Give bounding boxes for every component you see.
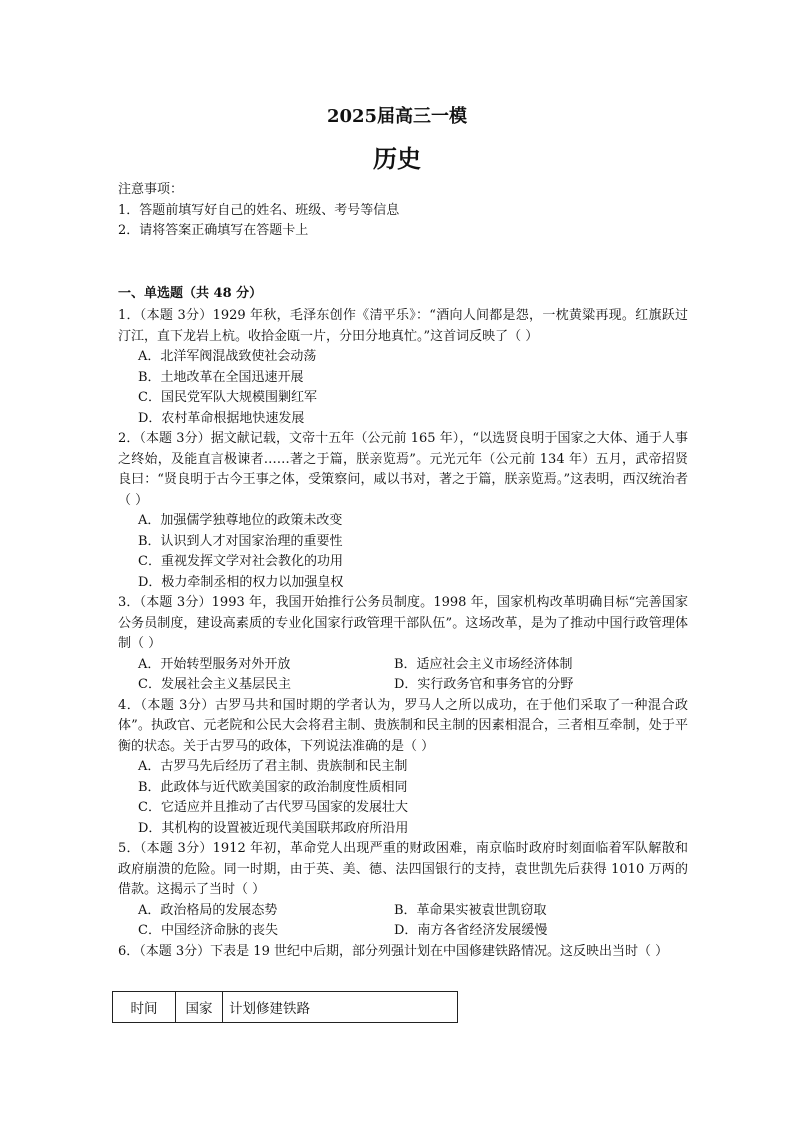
option-row (118, 655, 688, 676)
option-a: A．开始转型服务对外开放 (138, 656, 291, 672)
question-stem: 2．（本题 3分）据文献记载，文帝十五年（公元前 165 年），“以选贤良明于国家之大体、通于人事之终始，及能直言极谏者……著之于篇，朕亲览焉”。元光元年（公元前 134 年）五月，武帝招贤良曰：“贤良明于古今王事之体，受策察问，咸以书对，著之于篇，朕亲览焉。”这表明，西汉统治者（ ） (118, 431, 688, 508)
option-a: A．北洋军阀混战致使社会动荡 (138, 349, 317, 364)
option-d: D．南方各省经济发展缓慢 (394, 923, 548, 938)
question-4 (118, 696, 688, 840)
option-a: A．加强儒学独尊地位的政策未改变 (138, 513, 343, 528)
option-row (118, 675, 688, 696)
notice-block (118, 180, 688, 242)
option-d: D．农村革命根据地快速发展 (138, 410, 305, 426)
question-stem: 1．（本题 3分）1929 年秋，毛泽东创作《清平乐》：“酒向人间都是怨，一枕黄粱再现。红旗跃过汀江，直下龙岩上杭。收拾金瓯一片，分田分地真忙。”这首词反映了（ ） (118, 308, 688, 344)
question-list (118, 306, 688, 962)
option-d: D．实行政务官和事务官的分野 (394, 677, 574, 692)
section-heading: 一、单选题（共 48 分） (118, 286, 263, 301)
subject-title: 历史 (373, 145, 421, 173)
option-c: C．国民党军队大规模围剿红军 (138, 390, 317, 405)
option-c: C．中国经济命脉的丧失 (138, 923, 278, 938)
notice-item: 1．答题前填写好自己的姓名、班级、考号等信息 (118, 202, 400, 218)
table-header-railway: 计划修建铁路 (223, 992, 458, 1023)
option-d: D．极力牵制丞相的权力以加强皇权 (138, 574, 344, 590)
question-stem: 6．（本题 3分）下表是 19 世纪中后期，部分列强计划在中国修建铁路情况。这反映出当时（ ） (118, 943, 669, 959)
option-b: B．革命果实被袁世凯窃取 (394, 902, 547, 918)
option-d: D．其机构的设置被近现代美国联邦政府所沿用 (138, 820, 409, 836)
option-row (118, 921, 688, 942)
option-a: A．古罗马先后经历了君主制、贵族制和民主制 (138, 759, 408, 774)
option-row (118, 901, 688, 922)
option-c: C．它适应并且推动了古代罗马国家的发展壮大 (138, 800, 408, 815)
question-stem: 4．（本题 3分）古罗马共和国时期的学者认为，罗马人之所以成功，在于他们采取了一种混合政体”。执政官、元老院和公民大会将君主制、贵族制和民主制的因素相混合，三者相互牵制，处于平衡的状态。关于古罗马的政体，下列说法准确的是（ ） (118, 697, 688, 754)
option-c: C．重视发挥文学对社会教化的功用 (138, 554, 343, 569)
option-b: B．此政体与近代欧美国家的政治制度性质相同 (138, 779, 408, 795)
option-b: B．适应社会主义市场经济体制 (394, 656, 573, 672)
option-a: A．政治格局的发展态势 (138, 902, 278, 918)
question-stem: 3．（本题 3分）1993 年，我国开始推行公务员制度。1998 年，国家机构改革明确目标“完善国家公务员制度，建设高素质的专业化国家行政管理干部队伍”。这场改革，是为了推动中国行政管理体制（ ） (118, 595, 688, 651)
question-2 (118, 429, 688, 593)
exam-title: 2025届高三一模 (326, 106, 468, 127)
notice-item: 2．请将答案正确填写在答题卡上 (118, 223, 309, 238)
table-header-country: 国家 (176, 992, 223, 1023)
notice-heading: 注意事项： (118, 182, 184, 197)
question-6 (118, 942, 688, 963)
table-header-row (113, 992, 458, 1023)
option-c: C．发展社会主义基层民主 (138, 677, 291, 692)
question-5 (118, 839, 688, 942)
railway-table (112, 991, 458, 1023)
question-3 (118, 593, 688, 696)
question-stem: 5．（本题 3分）1912 年初，革命党人出现严重的财政困难，南京临时政府时刻面临着军队解散和政府崩溃的危险。同一时期，由于英、美、德、法四国银行的支持，袁世凯先后获得 1010 万两的借款。这揭示了当时（ ） (118, 841, 688, 897)
option-b: B．土地改革在全国迅速开展 (138, 369, 304, 385)
question-1 (118, 306, 688, 429)
option-b: B．认识到人才对国家治理的重要性 (138, 533, 343, 549)
table-header-time: 时间 (113, 992, 176, 1023)
